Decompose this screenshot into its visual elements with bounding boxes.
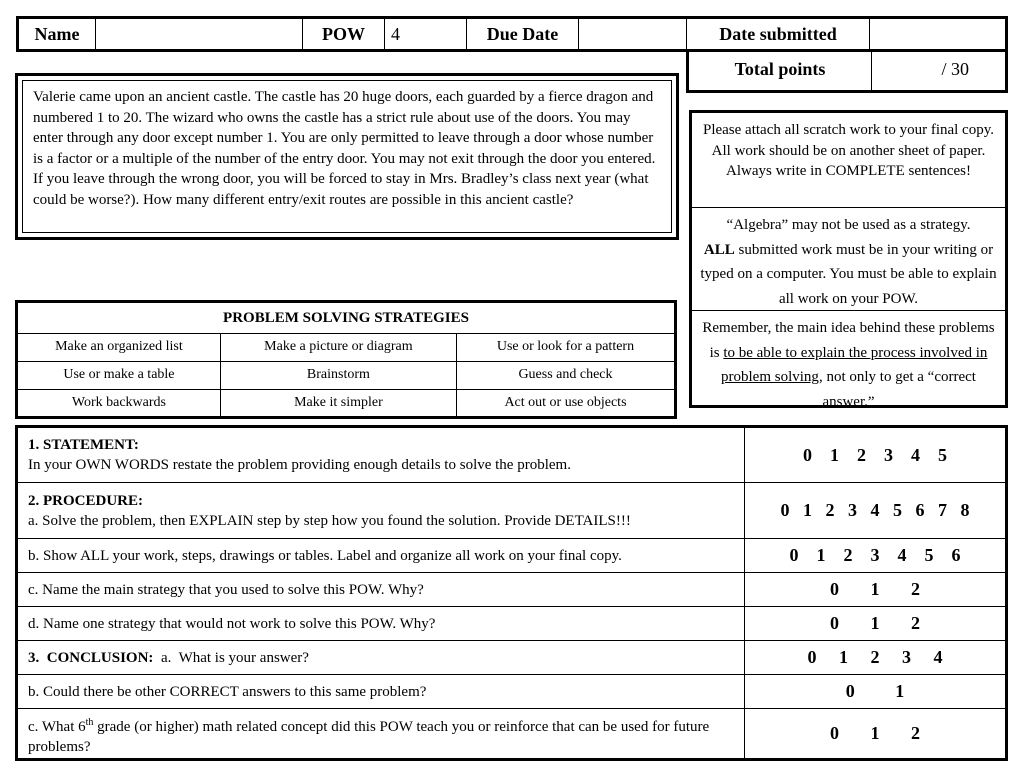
rubric-table xyxy=(15,425,1008,761)
rubric-heading-conclusion: 3. CONCLUSION: xyxy=(28,649,154,666)
note-attach-work: Please attach all scratch work to your final copy. All work should be on another sheet of paper. Always write in COMPLETE sentences! xyxy=(692,113,1005,208)
rubric-desc: c. What 6 xyxy=(28,719,86,735)
rubric-row-procedure xyxy=(18,483,1005,539)
problem-box xyxy=(15,73,679,240)
rubric-desc: c. Name the main strategy that you used to solve this POW. Why? xyxy=(18,573,745,606)
note-main-idea-text: Remember, the main idea behind these problems is xyxy=(702,320,995,361)
rubric-desc: a. Solve the problem, then EXPLAIN step by step how you found the solution. Provide DETAILS!!! xyxy=(28,512,631,529)
instructions-box xyxy=(689,110,1008,408)
name-field[interactable] xyxy=(96,19,303,49)
note-algebra-text: “Algebra” may not be used as a strategy. xyxy=(726,217,971,233)
rubric-row-concept xyxy=(18,709,1005,758)
note-main-idea-end: , not only to get a “correct answer.” xyxy=(818,369,976,410)
rubric-text xyxy=(18,709,745,758)
rubric-row-work xyxy=(18,539,1005,573)
rubric-text xyxy=(18,428,745,482)
header-row xyxy=(16,16,1008,52)
rubric-desc: b. Could there be other CORRECT answers to this same problem? xyxy=(18,675,745,708)
rubric-row-conclusion xyxy=(18,641,1005,675)
rubric-heading-statement: 1. STATEMENT: xyxy=(28,437,139,453)
strategy-cell: Work backwards xyxy=(18,389,220,416)
date-submitted-label: Date submitted xyxy=(687,19,870,49)
pow-label: POW xyxy=(303,19,385,49)
rubric-desc: d. Name one strategy that would not work to solve this POW. Why? xyxy=(18,607,745,640)
pow-number[interactable]: 4 xyxy=(385,19,467,49)
rubric-desc: In your OWN WORDS restate the problem providing enough details to solve the problem. xyxy=(28,457,571,473)
name-label: Name xyxy=(19,19,96,49)
date-submitted-field[interactable] xyxy=(870,19,1005,49)
rubric-score: 0 1 xyxy=(845,681,905,701)
rubric-text xyxy=(18,483,745,538)
due-date-field[interactable] xyxy=(579,19,687,49)
rubric-desc-cont: grade (or higher) math related concept did this POW teach you or reinforce that can be used for future problems? xyxy=(28,719,710,755)
rubric-row-other-strategy xyxy=(18,607,1005,641)
due-date-label: Due Date xyxy=(467,19,579,49)
rubric-score: 0 1 2 xyxy=(830,723,920,743)
strategies-title: PROBLEM SOLVING STRATEGIES xyxy=(18,303,674,334)
rubric-desc: a. What is your answer? xyxy=(153,649,309,666)
rubric-score: 0 1 2 3 4 5 6 xyxy=(789,545,961,565)
strategy-cell: Act out or use objects xyxy=(456,389,674,416)
note-main-idea-underline: to be able to explain the process involved in problem solving xyxy=(721,344,988,385)
rubric-row-statement xyxy=(18,428,1005,483)
rubric-row-other-answers xyxy=(18,675,1005,709)
total-points-label: Total points xyxy=(689,49,872,90)
strategy-cell: Use or look for a pattern xyxy=(456,334,674,362)
strategy-cell: Guess and check xyxy=(456,361,674,389)
rubric-score: 0 1 2 3 4 5 6 7 8 xyxy=(780,500,970,520)
rubric-score: 0 1 2 3 4 5 xyxy=(803,444,947,465)
strategy-cell: Make it simpler xyxy=(220,389,456,416)
rubric-text xyxy=(18,641,745,674)
rubric-score: 0 1 2 xyxy=(830,613,920,633)
total-points-value: / 30 xyxy=(941,59,969,79)
strategy-cell: Brainstorm xyxy=(220,361,456,389)
note-algebra xyxy=(692,208,1005,311)
note-main-idea xyxy=(692,311,1005,410)
total-points-row xyxy=(686,49,1008,93)
note-all-bold: ALL xyxy=(703,241,735,258)
rubric-row-main-strategy xyxy=(18,573,1005,607)
note-submitted-text: submitted work must be in your writing or typed on a computer. You must be able to explain all work on your POW. xyxy=(700,241,997,307)
strategy-cell: Make a picture or diagram xyxy=(220,334,456,362)
strategy-cell: Use or make a table xyxy=(18,361,220,389)
strategies-table xyxy=(15,300,677,419)
superscript-th: th xyxy=(85,717,94,728)
rubric-score: 0 1 2 3 4 xyxy=(807,647,943,667)
rubric-score: 0 1 2 xyxy=(830,579,920,599)
rubric-heading-procedure: 2. PROCEDURE: xyxy=(28,492,143,509)
strategy-cell: Make an organized list xyxy=(18,334,220,362)
problem-text: Valerie came upon an ancient castle. The castle has 20 huge doors, each guarded by a fierce dragon and numbered 1 to 20. The wizard who owns the castle has a strict rule about use of the doors. You may enter through any door except number 1. You are only permitted to leave through a door whose number is a factor or a multiple of the number of the entry door. You may not exit through the door you entered. If you leave through the wrong door, you will be forced to stay in Mrs. Bradley’s class next year (what could be worse?). How many different entry/exit routes are possible in this ancient castle? xyxy=(22,80,672,233)
rubric-desc: b. Show ALL your work, steps, drawings or tables. Label and organize all work on your final copy. xyxy=(18,539,745,572)
